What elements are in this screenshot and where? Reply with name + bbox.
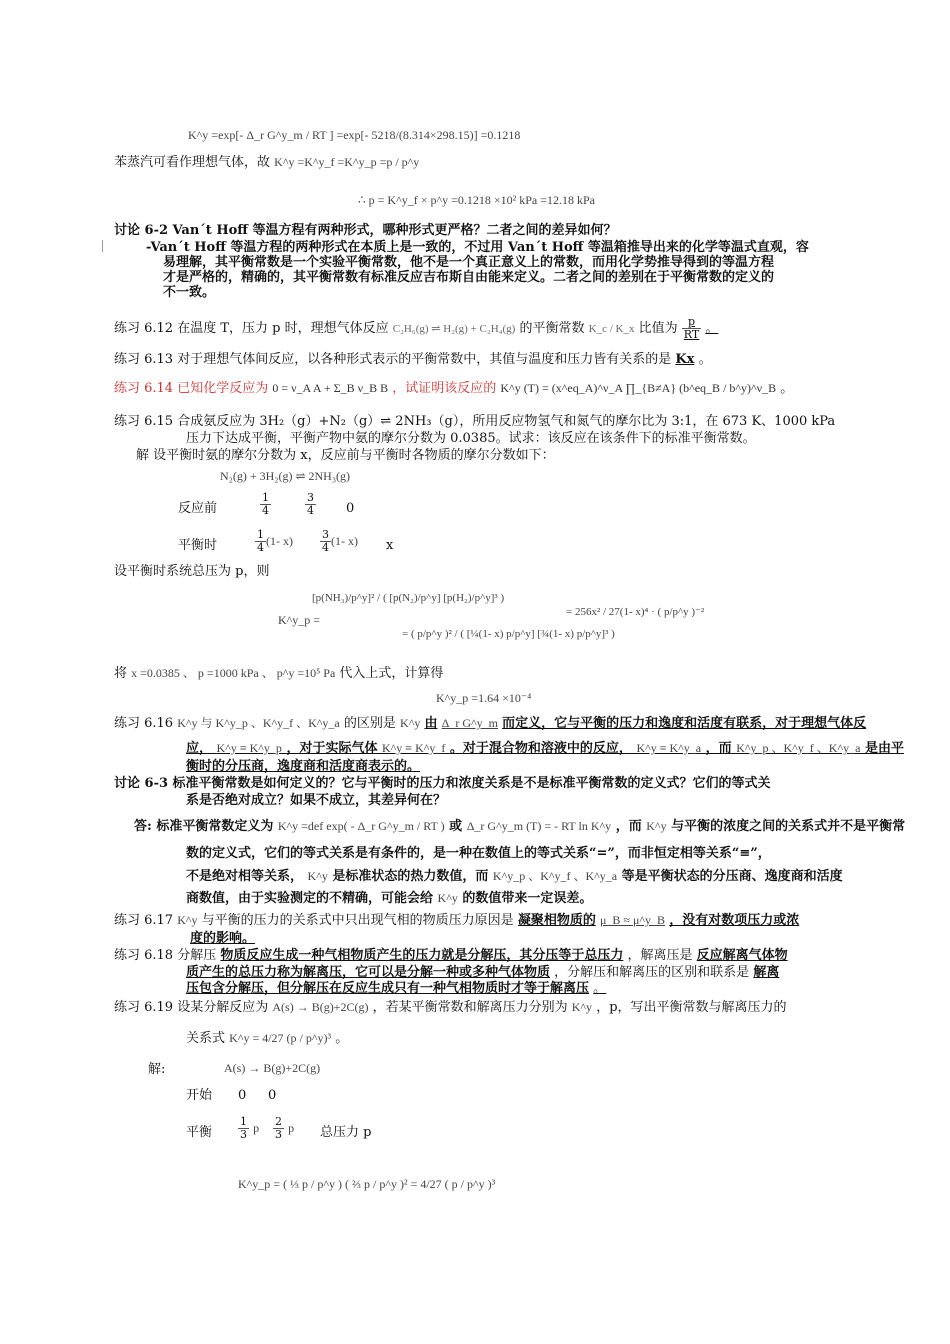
exercise-6-16-label: 练习 6.16 (114, 716, 174, 731)
exercise-6-12-ratio: K_c / K_x (588, 323, 635, 335)
exercise-6-19-line-1 (114, 999, 787, 1016)
substitution-line (114, 665, 443, 682)
fraction-numerator: 1 (257, 528, 264, 541)
exercise-6-18-label: 练习 6.18 分解压 (114, 948, 217, 963)
answer-line-2: 数的定义式，它们的等式关系是有条件的，是一种在数值上的等式关系“=”，而非恒定相等关系“≡”， (186, 846, 771, 861)
fraction-numerator: 1 (262, 491, 269, 504)
exercise-6-16-line-1 (114, 715, 866, 732)
row-before-n2 (260, 492, 271, 517)
answer-text-4: 与平衡的浓度之间的关系式并不是平衡常 (671, 819, 906, 834)
exercise-6-16-answer-2: 而定义，它与平衡的压力和逸度和活度有联系，对于理想气体反 (502, 716, 867, 731)
fraction-denominator: 4 (262, 504, 269, 517)
benzene-text-label: 苯蒸汽可看作理想气体，故 (114, 155, 271, 170)
substitution-text-2: 代入上式，计算得 (339, 666, 444, 681)
row-eq-n2 (255, 529, 293, 554)
exercise-6-16-answer-7: 是由平 (864, 741, 904, 756)
exercise-6-18-answer-1: 物质反应生成一种气相物质产生的压力就是分解压，其分压等于总压力 (220, 948, 624, 963)
row-before-nh3: 0 (346, 501, 355, 516)
fraction-term: p (288, 1121, 295, 1135)
decomposition-reaction: A(s) → B(g)+2C(g) (224, 1061, 321, 1075)
exercise-6-19-label-2: 关系式 (186, 1031, 226, 1046)
exercise-6-14-text: 练习 6.14 已知化学反应为 (114, 381, 269, 396)
fraction-numerator: 3 (322, 528, 329, 541)
exercise-6-17-mu: μ_B ≈ μ^y_B (599, 913, 666, 927)
answer-k-list: K^y_p 、K^y_f 、K^y_a (492, 869, 618, 883)
exercise-6-17-answer-2: ，没有对数项压力或浓 (669, 913, 800, 928)
row-eq-nh3: x (386, 538, 394, 553)
kp-value: K^y_p =1.64 ×10⁻⁴ (436, 691, 532, 705)
answer-line-4 (186, 890, 592, 907)
fraction-denominator: 4 (307, 504, 314, 517)
exercise-6-16-text: 的区别是 (343, 716, 396, 731)
exercise-6-17-label: 练习 6.17 (114, 913, 174, 928)
kp-expression-1: [p(NH₃)/p^y]² / ( [p(N₂)/p^y] [p(H₂)/p^y]³ ) (312, 592, 505, 604)
exercise-6-16-answer-1: 由 (424, 716, 438, 731)
exercise-6-18-text: ，解离压是 (627, 948, 693, 963)
row-start-label: 开始 (186, 1088, 213, 1103)
total-pressure-label: 总压力 p (320, 1125, 372, 1140)
exercise-6-13-text: 练习 6.13 对于理想气体间反应，以各种形式表示的平衡常数中，其值与温度和压力皆有关系的是 (114, 352, 672, 367)
answer-k-3: K^y (437, 891, 458, 905)
exercise-6-19-answer: K^y = 4/27 (p / p^y)³ (229, 1031, 332, 1045)
kf-exp-equation: K^y =exp[- Δ_r G^y_m / RT ] =exp[- 5218/(8.314×298.15)] =0.1218 (188, 128, 521, 142)
solution-intro: 解 设平衡时氨的摩尔分数为 x，反应前与平衡时各物质的摩尔分数如下： (136, 448, 555, 463)
answer-text-1: 答: 标准平衡常数定义为 (134, 819, 274, 834)
exercise-6-17-text: 与平衡的压力的关系式中只出现气相的物质压力原因是 (201, 913, 514, 928)
exercise-6-14-text-2: ，试证明该反应的 (392, 381, 497, 396)
discussion-6-2-title: 讨论 6-2 Van´t Hoff 等温方程有两种形式，哪种形式更严格？二者之间的差异如何？ (114, 223, 617, 238)
row-eq2-label: 平衡 (186, 1125, 213, 1140)
exercise-6-19-label: 练习 6.19 设某分解反应为 (114, 1000, 269, 1015)
exercise-6-17-line-2: 度的影响。 (190, 931, 256, 946)
row-start-c: 0 (268, 1088, 277, 1103)
exercise-6-16-answer-5: 。对于混合物和溶液中的反应， (449, 741, 632, 756)
exercise-6-16-kf-identity: K^y ≡ K^y_f (382, 741, 446, 755)
answer-text-6: 是标准状态的热力数值，而 (332, 869, 489, 884)
exercise-6-19-text-2: ，p，写出平衡常数与解离压力的 (596, 1000, 787, 1015)
exercise-6-16-line-3: 衡时的分压商，逸度商和活度商表示的。 (186, 759, 421, 774)
exercise-6-15-line-1: 练习 6.15 合成氨反应为 3H₂（g）+N₂（g）⇌ 2NH₃（g），所用反应物氢气和氮气的摩尔比为 3:1，在 673 K、1000 kPa (114, 414, 836, 429)
answer-text-9: 的数值带来一定误差。 (462, 891, 593, 906)
exercise-6-16-ka-identity: K^y ≡ K^y_a (636, 741, 702, 755)
solution-total-pressure: 设平衡时系统总压为 p，则 (114, 564, 270, 579)
exercise-6-12-text-2: 的平衡常数 (519, 321, 585, 336)
answer-k-2: K^y (307, 869, 328, 883)
exercise-6-14-reaction: 0 = ν_A A + Σ_B ν_B B (272, 381, 389, 395)
exercise-6-18-answer-3: 质产生的总压力称为解离压，它可以是分解一种或多种气体物质 (186, 965, 551, 980)
fraction-term: (1- x) (331, 534, 358, 548)
answer-numerator: p (682, 316, 701, 329)
kp-lhs: K^y_p = (278, 613, 321, 627)
fraction-numerator: 3 (307, 491, 314, 504)
answer-dg-relation: Δ_r G^y_m (T) = - RT ln K^y (466, 819, 612, 833)
fraction-numerator: 2 (275, 1115, 282, 1128)
exercise-6-18-line-2 (186, 964, 779, 981)
answer-k: K^y (646, 819, 667, 833)
exercise-6-14-end: 。 (780, 381, 794, 396)
exercise-6-18-line-3 (186, 980, 606, 997)
answer-k-definition: K^y =def exp( - Δ_r G^y_m / RT ) (277, 819, 445, 833)
benzene-text (114, 154, 419, 171)
answer-text-8: 商数值，由于实验测定的不精确，可能会给 (186, 891, 434, 906)
discussion-6-2-answer-3: 才是严格的，精确的，其平衡常数有标准反应吉布斯自由能来定义。二者之间的差别在于平衡常数的定义的 (163, 270, 775, 285)
answer-line-3 (186, 868, 843, 885)
fraction-denominator: 4 (322, 541, 329, 554)
exercise-6-15-line-2: 压力下达成平衡，平衡产物中氨的摩尔分数为 0.0385。试求：该反应在该条件下的标准平衡常数。 (186, 431, 756, 446)
exercise-6-12-text-3: 比值为 (638, 321, 678, 336)
ammonia-reaction: N₂(g) + 3H₂(g) ⇌ 2NH₃(g) (220, 469, 351, 483)
exercise-6-13-answer: Kx (675, 352, 695, 367)
exercise-6-18-end: 。 (593, 981, 607, 996)
row-eq2-c (273, 1116, 294, 1141)
exercise-6-18-line-1 (114, 947, 788, 964)
exercise-6-16-k-list: K^y_p 、K^y_f 、K^y_a (736, 741, 861, 755)
fraction-term: p (253, 1121, 260, 1135)
answer-denominator: RT (683, 328, 700, 341)
exercise-6-16-dg: Δ_r G^y_m (441, 716, 498, 730)
discussion-6-2-answer-2: 易理解，其平衡常数是一个实验平衡常数，他不是一个真正意义上的常数，而用化学势推导得到的等温方程 (163, 255, 775, 270)
row-before-label: 反应前 (178, 501, 218, 516)
fraction-denominator: 3 (275, 1128, 282, 1141)
exercise-6-12-reaction: C₂H₆(g) ⇌ H₂(g) + C₂H₄(g) (392, 323, 516, 335)
exercise-6-17-k: K^y (177, 913, 198, 927)
fraction-term: (1- x) (266, 534, 293, 548)
discussion-6-3-title-2: 系是否绝对成立？如果不成立，其差异何在？ (186, 793, 447, 808)
exercise-6-17-answer-1: 凝聚相物质的 (517, 913, 596, 928)
exercise-6-19-text: ，若某平衡常数和解离压力分别为 (372, 1000, 568, 1015)
row-before-h2 (305, 492, 316, 517)
exercise-6-16-kp-identity: K^y ≡ K^y_p (216, 741, 282, 755)
exercise-6-14 (114, 380, 793, 397)
exercise-6-17-line-1 (114, 912, 799, 929)
exercise-6-12-end: 。 (705, 321, 719, 336)
exercise-6-13-end: 。 (698, 352, 712, 367)
margin-bar (102, 240, 103, 252)
row-eq-h2 (320, 529, 358, 554)
exercise-6-18-answer-4: 解离 (753, 965, 780, 980)
fraction-numerator: 1 (240, 1115, 247, 1128)
exercise-6-16-answer-4: ，对于实际气体 (286, 741, 378, 756)
discussion-6-2-answer-4: 不一致。 (163, 285, 216, 300)
exercise-6-16-line-2 (186, 740, 904, 757)
exercise-6-14-formula: K^y (T) = (x^eq_A)^ν_A ∏_{B≠A} (b^eq_B / b^y)^ν_B (500, 381, 777, 395)
discussion-6-3-title-1: 讨论 6-3 标准平衡常数是如何定义的？它与平衡时的压力和浓度关系是不是标准平衡常数的定义式？它们的等式关 (114, 776, 771, 791)
discussion-6-2-answer-1: -Van´t Hoff 等温方程的两种形式在本质上是一致的，不过用 Van´t Hoff 等温箱推导出来的化学等温式直观，容 (146, 240, 809, 255)
exercise-6-13 (114, 351, 712, 368)
solution-label: 解: (148, 1062, 166, 1077)
pressure-result: ∴ p = K^y_f × p^y =0.1218 ×10² kPa =12.18 kPa (358, 193, 595, 207)
exercise-6-18-answer-2: 反应解离气体物 (696, 948, 788, 963)
fraction-denominator: 4 (257, 541, 264, 554)
row-eq-label: 平衡时 (178, 538, 218, 553)
final-kp-equation: K^y_p = ( ⅓ p / p^y ) ( ⅔ p / p^y )² = 4/27 ( p / p^y )³ (238, 1177, 496, 1191)
fraction-denominator: 3 (240, 1128, 247, 1141)
exercise-6-18-answer-5: 压包含分解压，但分解压在反应生成只有一种气相物质时才等于解离压 (186, 981, 590, 996)
exercise-6-19-reaction: A(s) → B(g)+2C(g) (272, 1000, 369, 1014)
exercise-6-16-constants: K^y 与 K^y_p 、K^y_f 、K^y_a (177, 716, 340, 730)
answer-line-1 (134, 818, 905, 835)
exercise-6-12-text: 练习 6.12 在温度 T，压力 p 时，理想气体反应 (114, 321, 389, 336)
exercise-6-12 (114, 316, 718, 341)
exercise-6-18-text-2: ，分解压和解离压的区别和联系是 (554, 965, 750, 980)
exercise-6-12-answer (682, 316, 701, 341)
exercise-6-16-answer-3: 应， (186, 741, 213, 756)
answer-text-5: 不是绝对相等关系， (186, 869, 304, 884)
answer-text-3: ，而 (615, 819, 642, 834)
exercise-6-19-end: 。 (335, 1031, 349, 1046)
exercise-6-16-k: K^y (400, 716, 421, 730)
exercise-6-19-line-2 (186, 1030, 348, 1047)
exercise-6-19-k: K^y (571, 1000, 593, 1014)
exercise-6-16-answer-6: ，而 (705, 741, 732, 756)
benzene-kf-equation: K^y =K^y_f =K^y_p =p / p^y (274, 155, 420, 169)
kp-expression-2: = ( p/p^y )² / ( [¼(1- x) p/p^y] [¾(1- x) p/p^y]³ ) (402, 628, 615, 640)
substitution-text: 将 (114, 666, 128, 681)
substitution-values: x =0.0385 、 p =1000 kPa 、 p^y =10⁵ Pa (131, 666, 336, 680)
answer-text-7: 等是平衡状态的分压商、逸度商和活度 (621, 869, 843, 884)
row-eq2-b (238, 1116, 259, 1141)
kp-expression-3: = 256x² / 27(1- x)⁴ · ( p/p^y )⁻² (566, 606, 705, 618)
row-start-b: 0 (238, 1088, 247, 1103)
answer-text-2: 或 (449, 819, 463, 834)
